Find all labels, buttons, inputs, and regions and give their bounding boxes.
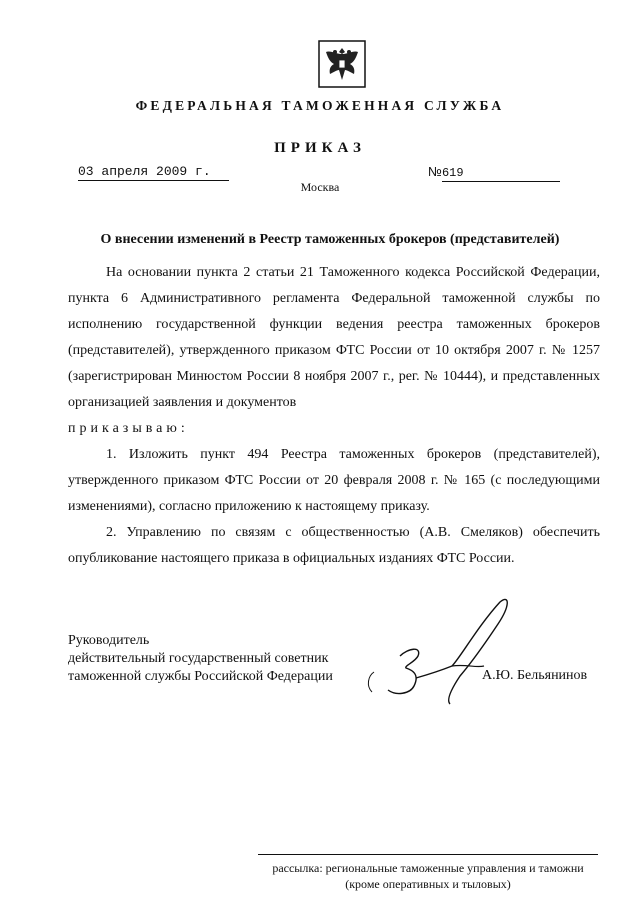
item-2-paragraph: 2. Управлению по связям с общественностью (А.В. Смеляков) обеспечить опубликование настоящего приказа в официальных изданиях ФТС России. — [68, 525, 600, 566]
signer-name: А.Ю. Бельянинов — [482, 668, 588, 683]
distribution-line-2: (кроме оперативных и тыловых) — [345, 877, 511, 891]
agency-name: ФЕДЕРАЛЬНАЯ ТАМОЖЕННАЯ СЛУЖБА — [135, 98, 505, 113]
document-type: ПРИКАЗ — [274, 140, 366, 156]
distribution-line-1: рассылка: региональные таможенные управления и таможни — [272, 861, 584, 875]
signer-title-1: Руководитель — [68, 633, 150, 648]
order-body — [68, 260, 600, 572]
signer-title-2: действительный государственный советник — [68, 651, 329, 666]
signer-block — [68, 632, 333, 686]
order-word: приказываю: — [68, 421, 189, 436]
item-1-paragraph: 1. Изложить пункт 494 Реестра таможенных брокеров (представителей), утвержденного приказом ФТС России от 20 февраля 2008 г. № 165 (с последующими изменениями), согласно приложению к настоящему приказу. — [68, 447, 600, 514]
number-sign: № — [428, 164, 442, 179]
signer-title-3: таможенной службы Российской Федерации — [68, 669, 333, 684]
order-date: 03 апреля 2009 г. — [78, 164, 229, 181]
coat-of-arms-icon — [318, 40, 366, 88]
number-value: 619 — [442, 165, 560, 182]
distribution-divider — [258, 854, 598, 855]
order-subject: О внесении изменений в Реестр таможенных брокеров (представителей) — [100, 232, 560, 247]
preamble-paragraph: На основании пункта 2 статьи 21 Таможенного кодекса Российской Федерации, пункта 6 Административного регламента Федеральной таможенной службы по исполнению государственной функции ведения реестра таможенных брокеров (представителей), утвержденного приказом ФТС России от 10 октября 2007 г. № 1257 (зарегистрирован Минюстом России 8 ноября 2007 г., рег. № 10444), и представленных организацией заявления и документов — [68, 265, 600, 410]
handwritten-signature — [360, 596, 530, 716]
city: Москва — [300, 180, 340, 194]
distribution-note — [256, 860, 600, 892]
